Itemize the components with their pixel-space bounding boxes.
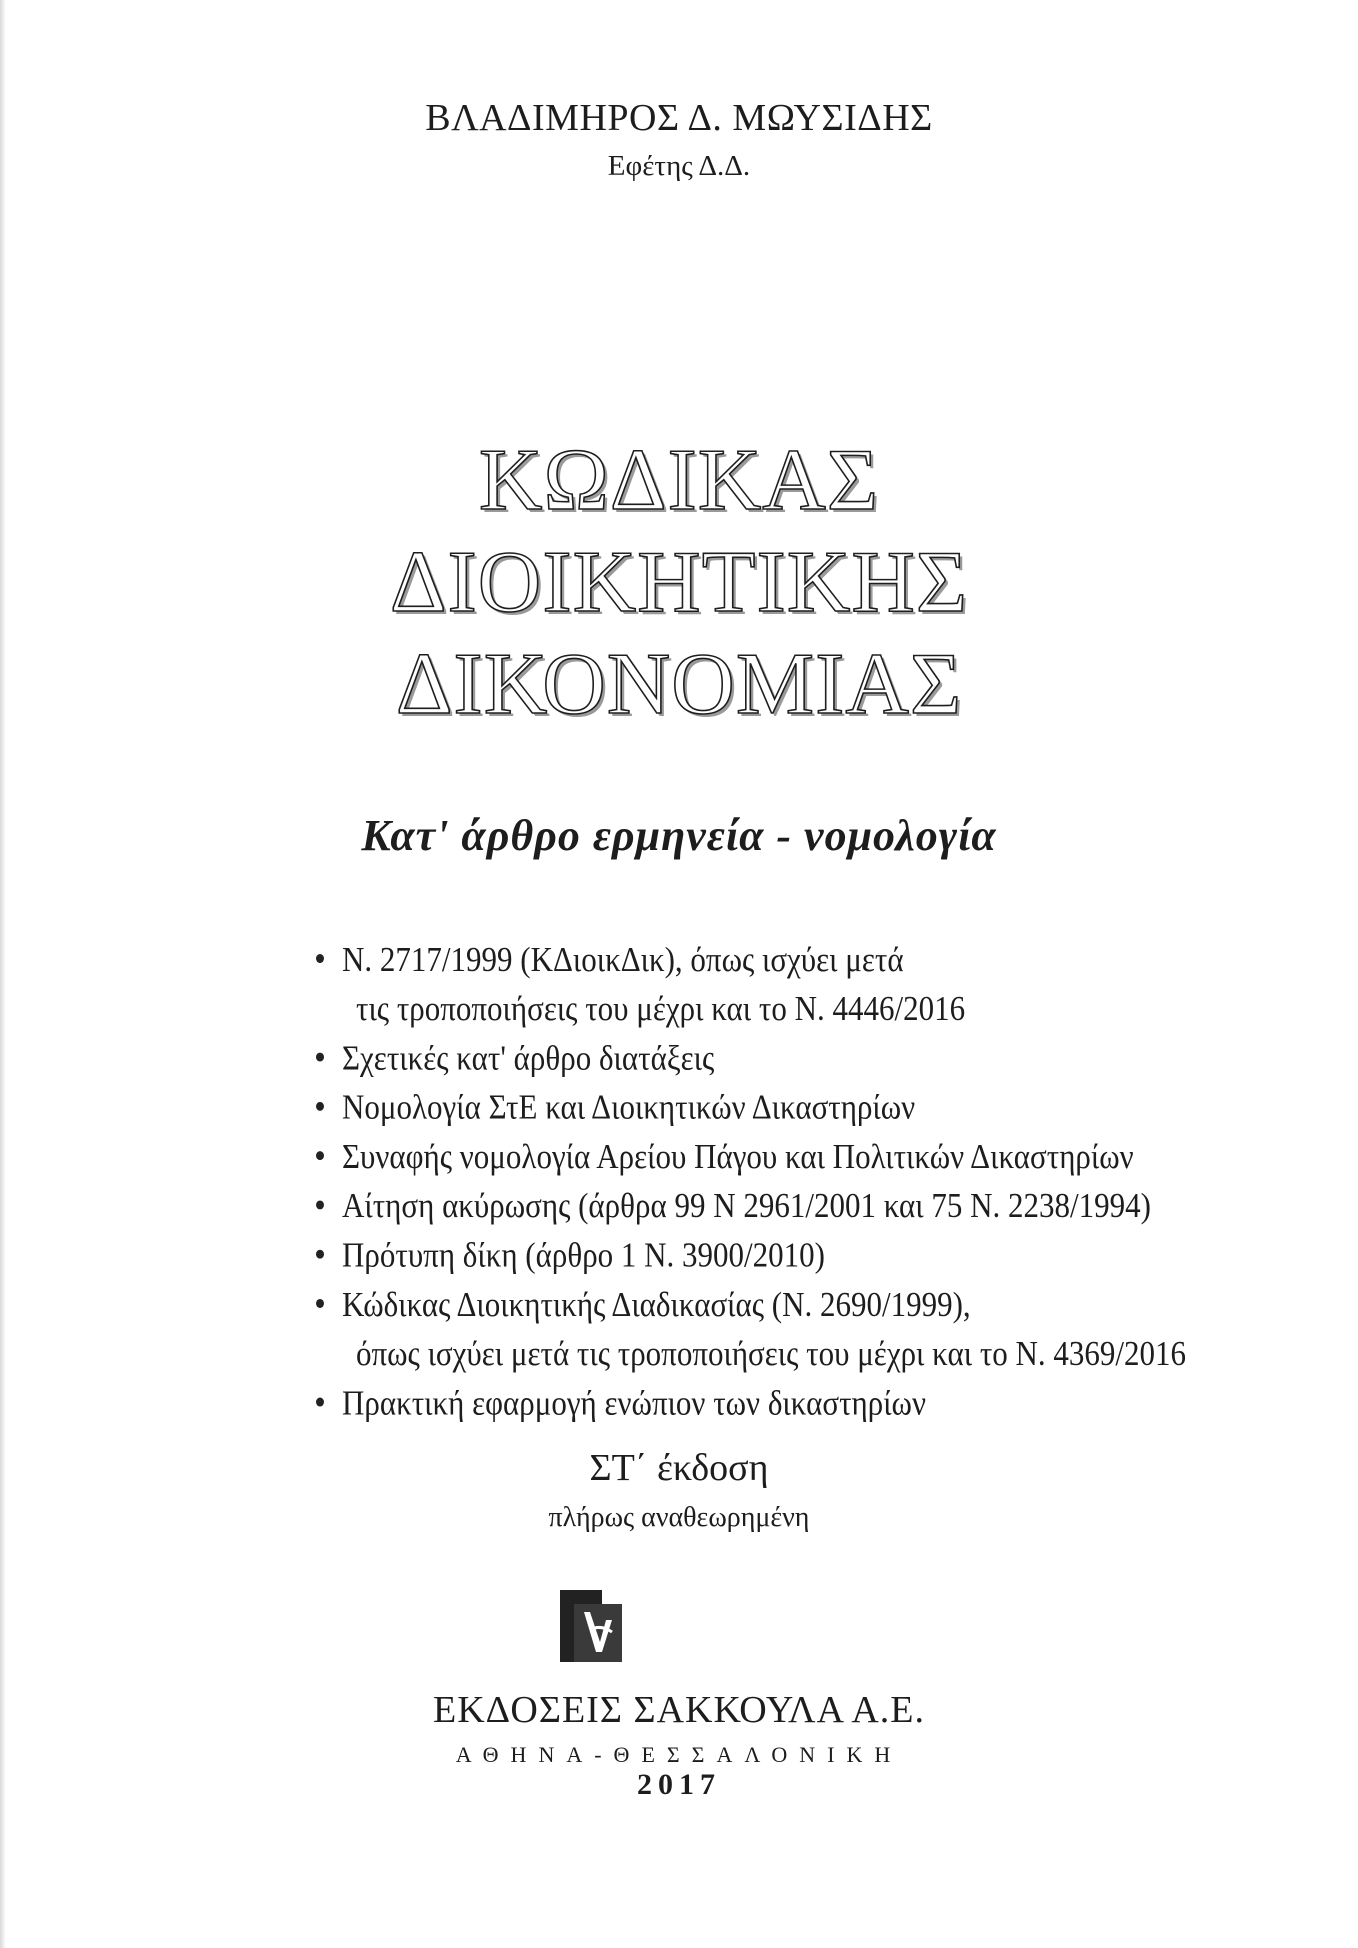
book-title-line: ΔΙΚΟΝΟΜΙΑΣ: [395, 636, 963, 733]
author-name: ΒΛΑΔΙΜΗΡΟΣ Δ. ΜΩΥΣΙΔΗΣ: [425, 97, 933, 139]
author-title: Εφέτης Δ.Δ.: [607, 150, 751, 182]
edition-label: ΣΤ΄ έκδοση: [589, 1447, 769, 1489]
list-item: [318, 1034, 1258, 1083]
bullet-icon: [316, 1299, 324, 1308]
list-item-text: Σχετικές κατ' άρθρο διατάξεις: [342, 1038, 715, 1078]
list-item: [318, 1231, 1258, 1280]
edition-note: πλήρως αναθεωρημένη: [548, 1502, 810, 1533]
bullet-icon: [316, 1151, 324, 1160]
bullet-icon: [316, 1398, 324, 1407]
scan-edge: [0, 0, 6, 1948]
list-item-continuation: όπως ισχύει μετά τις τροποποιήσεις του μέχρι και το Ν. 4369/2016: [356, 1333, 1187, 1373]
publisher-cities: ΑΘΗΝΑ-ΘΕΣΣΑΛΟΝΙΚΗ: [455, 1742, 903, 1767]
list-item-text: Πρότυπη δίκη (άρθρο 1 Ν. 3900/2010): [342, 1235, 825, 1275]
bullet-icon: [316, 1250, 324, 1259]
list-item-text: Πρακτική εφαρμογή ενώπιον των δικαστηρίων: [342, 1383, 926, 1423]
publication-year: 2017: [637, 1768, 721, 1801]
book-title-line: ΚΩΔΙΚΑΣ: [478, 432, 880, 529]
subtitle: Κατ' άρθρο ερμηνεία - νομολογία: [361, 811, 997, 860]
bullet-icon: [316, 1200, 324, 1209]
publisher-name: ΕΚΔΟΣΕΙΣ ΣΑΚΚΟΥΛΑ Α.Ε.: [433, 1689, 925, 1731]
list-item: [318, 1181, 1258, 1230]
book-title: [0, 430, 1358, 736]
list-item: [318, 1379, 1258, 1428]
list-item: [318, 1280, 1258, 1379]
bullet-icon: [316, 954, 324, 963]
list-item-text: Νομολογία ΣτΕ και Διοικητικών Δικαστηρίων: [342, 1087, 916, 1127]
book-title-line: ΔΙΟΙΚΗΤΙΚΗΣ: [389, 534, 969, 631]
bullet-icon: [316, 1102, 324, 1111]
bullet-icon: [316, 1053, 324, 1062]
list-item-text: Συναφής νομολογία Αρείου Πάγου και Πολιτικών Δικαστηρίων: [342, 1136, 1134, 1176]
list-item: [318, 1132, 1258, 1181]
contents-list: [318, 935, 1258, 1428]
list-item-continuation: τις τροποποιήσεις του μέχρι και το Ν. 4446/2016: [356, 988, 966, 1028]
sakkoulas-logo-icon: [560, 1590, 622, 1662]
list-item: [318, 1083, 1258, 1132]
list-item: [318, 935, 1258, 1034]
list-item-text: Ν. 2717/1999 (ΚΔιοικΔικ), όπως ισχύει μετά: [342, 939, 904, 979]
list-item-text: Αίτηση ακύρωσης (άρθρα 99 Ν 2961/2001 και 75 Ν. 2238/1994): [342, 1185, 1151, 1226]
list-item-text: Κώδικας Διοικητικής Διαδικασίας (Ν. 2690/1999),: [342, 1284, 971, 1324]
